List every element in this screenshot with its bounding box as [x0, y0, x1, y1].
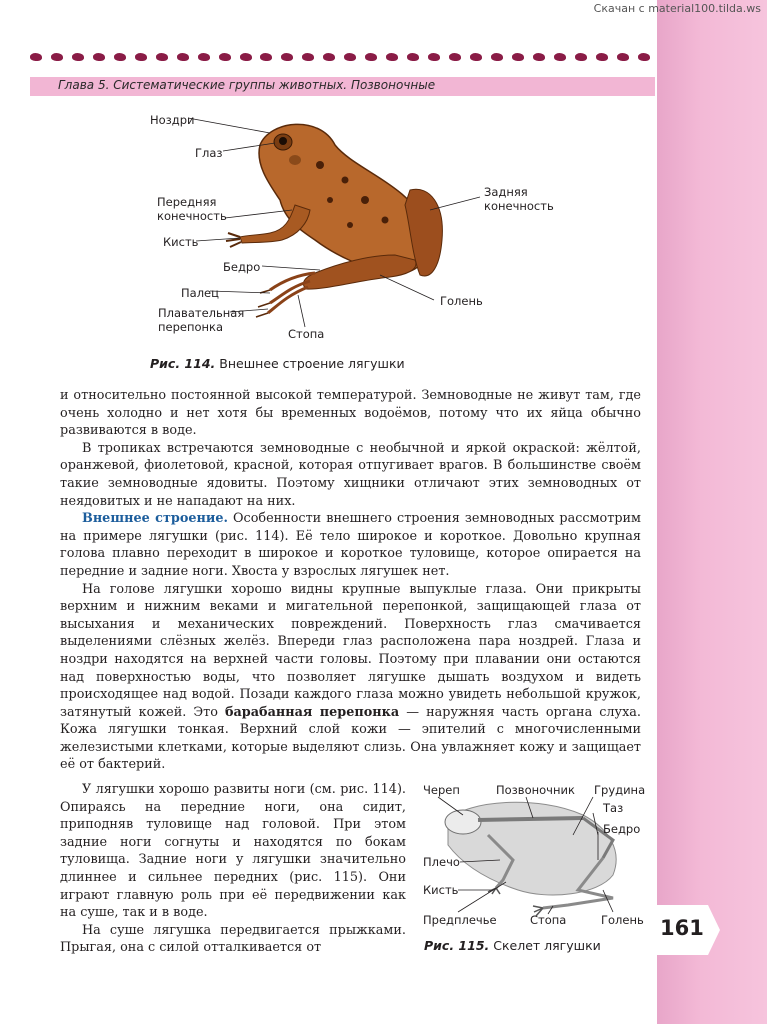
label-forelimb-1: Передняя	[157, 195, 217, 209]
label-nostrils: Ноздри	[150, 113, 195, 127]
label-skull: Череп	[423, 783, 460, 797]
label-shin-skeleton: Голень	[601, 913, 644, 927]
label-spine: Позвоночник	[496, 783, 575, 797]
label-thigh: Бедро	[223, 260, 261, 274]
paragraph-3-text: Особенности внешнего строения земноводных рассмотрим на примере лягушки (рис. 114). Её тело широкое и короткое. Довольно крупная голова плавно переходит в широкое и короткое туловище, которое опирается на передние и задние ноги. Хвоста у взрослых лягушек нет.	[60, 511, 641, 579]
term-eardrum: барабанная перепонка	[224, 704, 400, 720]
figure-114-caption	[150, 356, 405, 371]
body-text-column	[60, 781, 406, 957]
figure-115-caption-num: Рис. 115.	[424, 938, 490, 953]
label-pelvis: Таз	[603, 801, 624, 815]
chapter-title: Глава 5. Систематические группы животных. Позвоночные	[58, 78, 436, 92]
figure-114-caption-text: Внешнее строение лягушки	[219, 356, 405, 371]
section-heading-external-structure: Внешнее строение.	[82, 511, 228, 527]
paragraph-2: В тропиках встречаются земноводные с необычной и яркой окраской: жёлтой, оранжевой, фиолетовой, красной, которая отпугивает врагов. В большинстве своём такие земноводные ядовиты. Поэтому хищники отличают этих земноводных от неядовитых и не нападают на них.	[60, 440, 641, 509]
paragraph-4-part-a: На голове лягушки хорошо видны крупные выпуклые глаза. Они прикрыты верхним и нижним веками и мигательной перепонкой, защищающей глаза от высыхания и механических повреждений. Поверхность глаз смачивается выделениями слёзных желёз. Впереди глаз расположена пара ноздрей. Глаза и ноздри находятся на верхней части головы. Поэтому при плавании они остаются над поверхностью воды, что позволяет лягушке дышать воздухом и видеть происходящее над водой. Позади каждого глаза можно увидеть небольшой кружок, затянутый кожей. Это	[60, 581, 641, 720]
figure-114	[120, 105, 554, 355]
paragraph-4-part-b: — наружняя часть органа слуха. Кожа лягушки тонкая. Верхний слой кожи — эпителий с многочисленными железистыми клетками, которые выделяют слизь. Она увлажняет кожу и защищает её от бактерий.	[60, 704, 641, 773]
label-toe: Палец	[181, 286, 219, 300]
label-hand: Кисть	[163, 235, 199, 249]
label-forelimb-2: конечность	[157, 209, 227, 223]
paragraph-1: и относительно постоянной высокой температурой. Земноводные не живут там, где очень холодно и нет хотя бы временных водоёмов, потому что их яйца обычно развиваются в воде.	[60, 388, 641, 439]
figure-114-caption-num: Рис. 114.	[150, 356, 216, 371]
paragraph-4	[60, 581, 641, 775]
animal-silhouette-strip	[30, 48, 650, 66]
label-hindlimb-1: Задняя	[484, 185, 528, 199]
page-edge-decoration	[657, 0, 767, 1024]
figure-115-caption	[424, 938, 601, 953]
label-sternum: Грудина	[594, 783, 646, 797]
paragraph-6: На суше лягушка передвигается прыжками. Прыгая, она с силой отталкивается от	[60, 922, 406, 956]
label-thigh-skeleton: Бедро	[603, 822, 641, 836]
label-hand-skeleton: Кисть	[423, 883, 459, 897]
label-hindlimb-2: конечность	[484, 199, 554, 213]
label-eye: Глаз	[195, 146, 223, 160]
page-number: 161	[660, 916, 704, 940]
label-shin: Голень	[440, 294, 483, 308]
label-web-2: перепонка	[158, 320, 224, 334]
figure-115	[418, 780, 654, 940]
label-foot: Стопа	[288, 327, 325, 341]
label-web-1: Плавательная	[158, 306, 245, 320]
label-foot-skeleton: Стопа	[530, 913, 567, 927]
label-shoulder: Плечо	[423, 855, 460, 869]
label-forearm: Предплечье	[423, 913, 497, 927]
paragraph-5: У лягушки хорошо развиты ноги (см. рис. 114). Опираясь на передние ноги, она сидит, приподняв туловище над головой. При этом задние ноги согнуты и находятся по бокам туловища. Задние ноги у лягушки значительно длиннее и сильнее передних (рис. 115). Они играют главную роль при её передвижении как на суше, так и в воде.	[60, 782, 406, 921]
paragraph-3	[60, 510, 641, 580]
body-text-main	[60, 387, 641, 774]
figure-115-caption-text: Скелет лягушки	[493, 938, 601, 953]
watermark: Скачан с material100.tilda.ws	[593, 2, 761, 15]
